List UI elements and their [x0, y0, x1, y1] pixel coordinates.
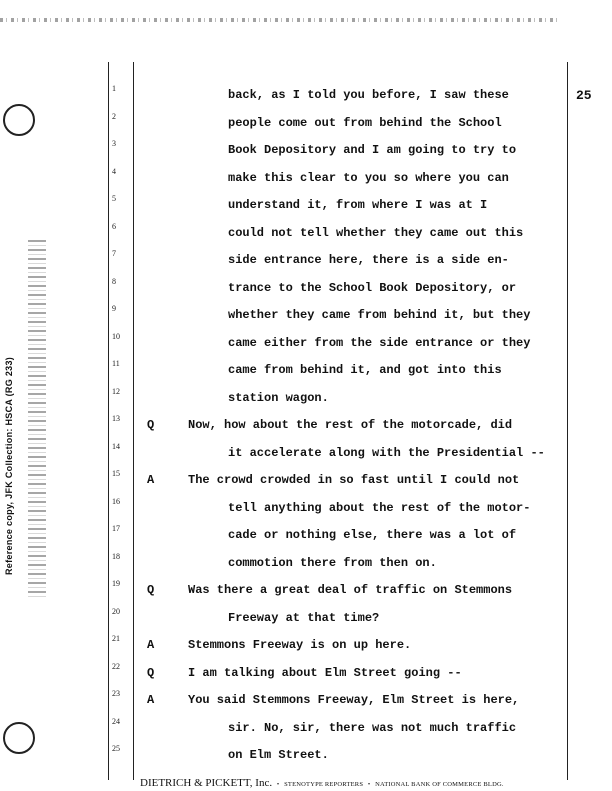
footer-firm: DIETRICH & PICKETT, Inc. [140, 777, 273, 789]
transcript-line: I am talking about Elm Street going -- [188, 665, 462, 680]
line-number: 5 [112, 194, 116, 203]
transcript-line: came either from the side entrance or they [228, 335, 531, 350]
left-margin-rule-inner [133, 62, 134, 780]
transcript-line: back, as I told you before, I saw these [228, 88, 509, 102]
transcript-line: side entrance here, there is a side en- [228, 253, 509, 267]
transcript-line: trance to the School Book Depository, or [228, 280, 517, 295]
top-scan-artifact [0, 18, 560, 22]
line-number: 2 [112, 111, 116, 121]
transcript-line: make this clear to you so where you can [228, 170, 509, 185]
footer-address: NATIONAL BANK OF COMMERCE BLDG. [375, 781, 504, 788]
transcript-line: whether they came from behind it, but they [228, 308, 531, 322]
speaker-label: Q [147, 418, 155, 432]
line-number: 4 [112, 166, 116, 176]
speaker-label: Q [147, 583, 155, 597]
transcript-line: sir. No, sir, there was not much traffic [228, 720, 517, 735]
speaker-label: A [147, 693, 155, 707]
transcript-line: tell anything about the rest of the motor- [228, 500, 531, 515]
transcript-line: commotion there from then on. [228, 555, 437, 570]
line-number: 3 [112, 139, 116, 148]
transcript-line: Freeway at that time? [228, 610, 380, 625]
punch-hole-icon [3, 722, 35, 754]
left-margin-rule [108, 62, 109, 780]
line-number: 14 [112, 441, 120, 451]
line-number: 19 [112, 579, 120, 588]
line-number: 24 [112, 716, 120, 726]
transcript-line: Now, how about the rest of the motorcade, did [188, 418, 513, 432]
footer-reporters: STENOTYPE REPORTERS [284, 781, 364, 788]
line-number: 16 [112, 496, 120, 506]
transcript-line: You said Stemmons Freeway, Elm Street is here, [188, 693, 520, 707]
transcript-line: Stemmons Freeway is on up here. [188, 638, 412, 652]
line-number: 9 [112, 304, 116, 313]
transcript-line: Was there a great deal of traffic on Stemmons [188, 583, 513, 597]
speaker-label: A [147, 473, 155, 487]
transcript-line: station wagon. [228, 390, 329, 405]
transcript-line: The crowd crowded in so fast until I could not [188, 473, 520, 487]
footer-separator: • [276, 781, 280, 788]
line-number: 8 [112, 276, 116, 286]
line-number: 22 [112, 661, 120, 671]
reference-stamp: Reference copy, JFK Collection: HSCA (RG 233) [4, 356, 14, 575]
line-number: 7 [112, 249, 116, 258]
transcript-line: it accelerate along with the Presidential -- [228, 445, 545, 460]
punch-hole-icon [3, 104, 35, 136]
line-number: 11 [112, 359, 120, 368]
transcript-line: people come out from behind the School [228, 115, 502, 130]
footer-separator: • [367, 781, 371, 788]
line-number: 23 [112, 689, 120, 698]
scan-speckle [28, 240, 46, 600]
reporter-footer [140, 777, 590, 789]
speaker-label: Q [147, 665, 155, 680]
line-number: 17 [112, 524, 120, 533]
line-number: 18 [112, 551, 120, 561]
line-number: 25 [112, 744, 120, 753]
speaker-label: A [147, 638, 155, 652]
line-number: 6 [112, 221, 116, 231]
page-number: 25 [576, 88, 592, 103]
transcript-line: on Elm Street. [228, 748, 329, 762]
transcript-line: cade or nothing else, there was a lot of [228, 528, 517, 542]
line-number: 12 [112, 386, 120, 396]
transcript-line: came from behind it, and got into this [228, 363, 502, 377]
line-number: 1 [112, 84, 116, 93]
transcript-line: understand it, from where I was at I [228, 198, 488, 212]
line-number: 21 [112, 634, 120, 643]
line-number: 20 [112, 606, 120, 616]
transcript-line: Book Depository and I am going to try to [228, 143, 517, 157]
right-margin-rule [567, 62, 568, 780]
transcript-line: could not tell whether they came out this [228, 225, 524, 240]
line-number: 13 [112, 414, 120, 423]
line-number: 10 [112, 331, 120, 341]
line-number: 15 [112, 469, 120, 478]
